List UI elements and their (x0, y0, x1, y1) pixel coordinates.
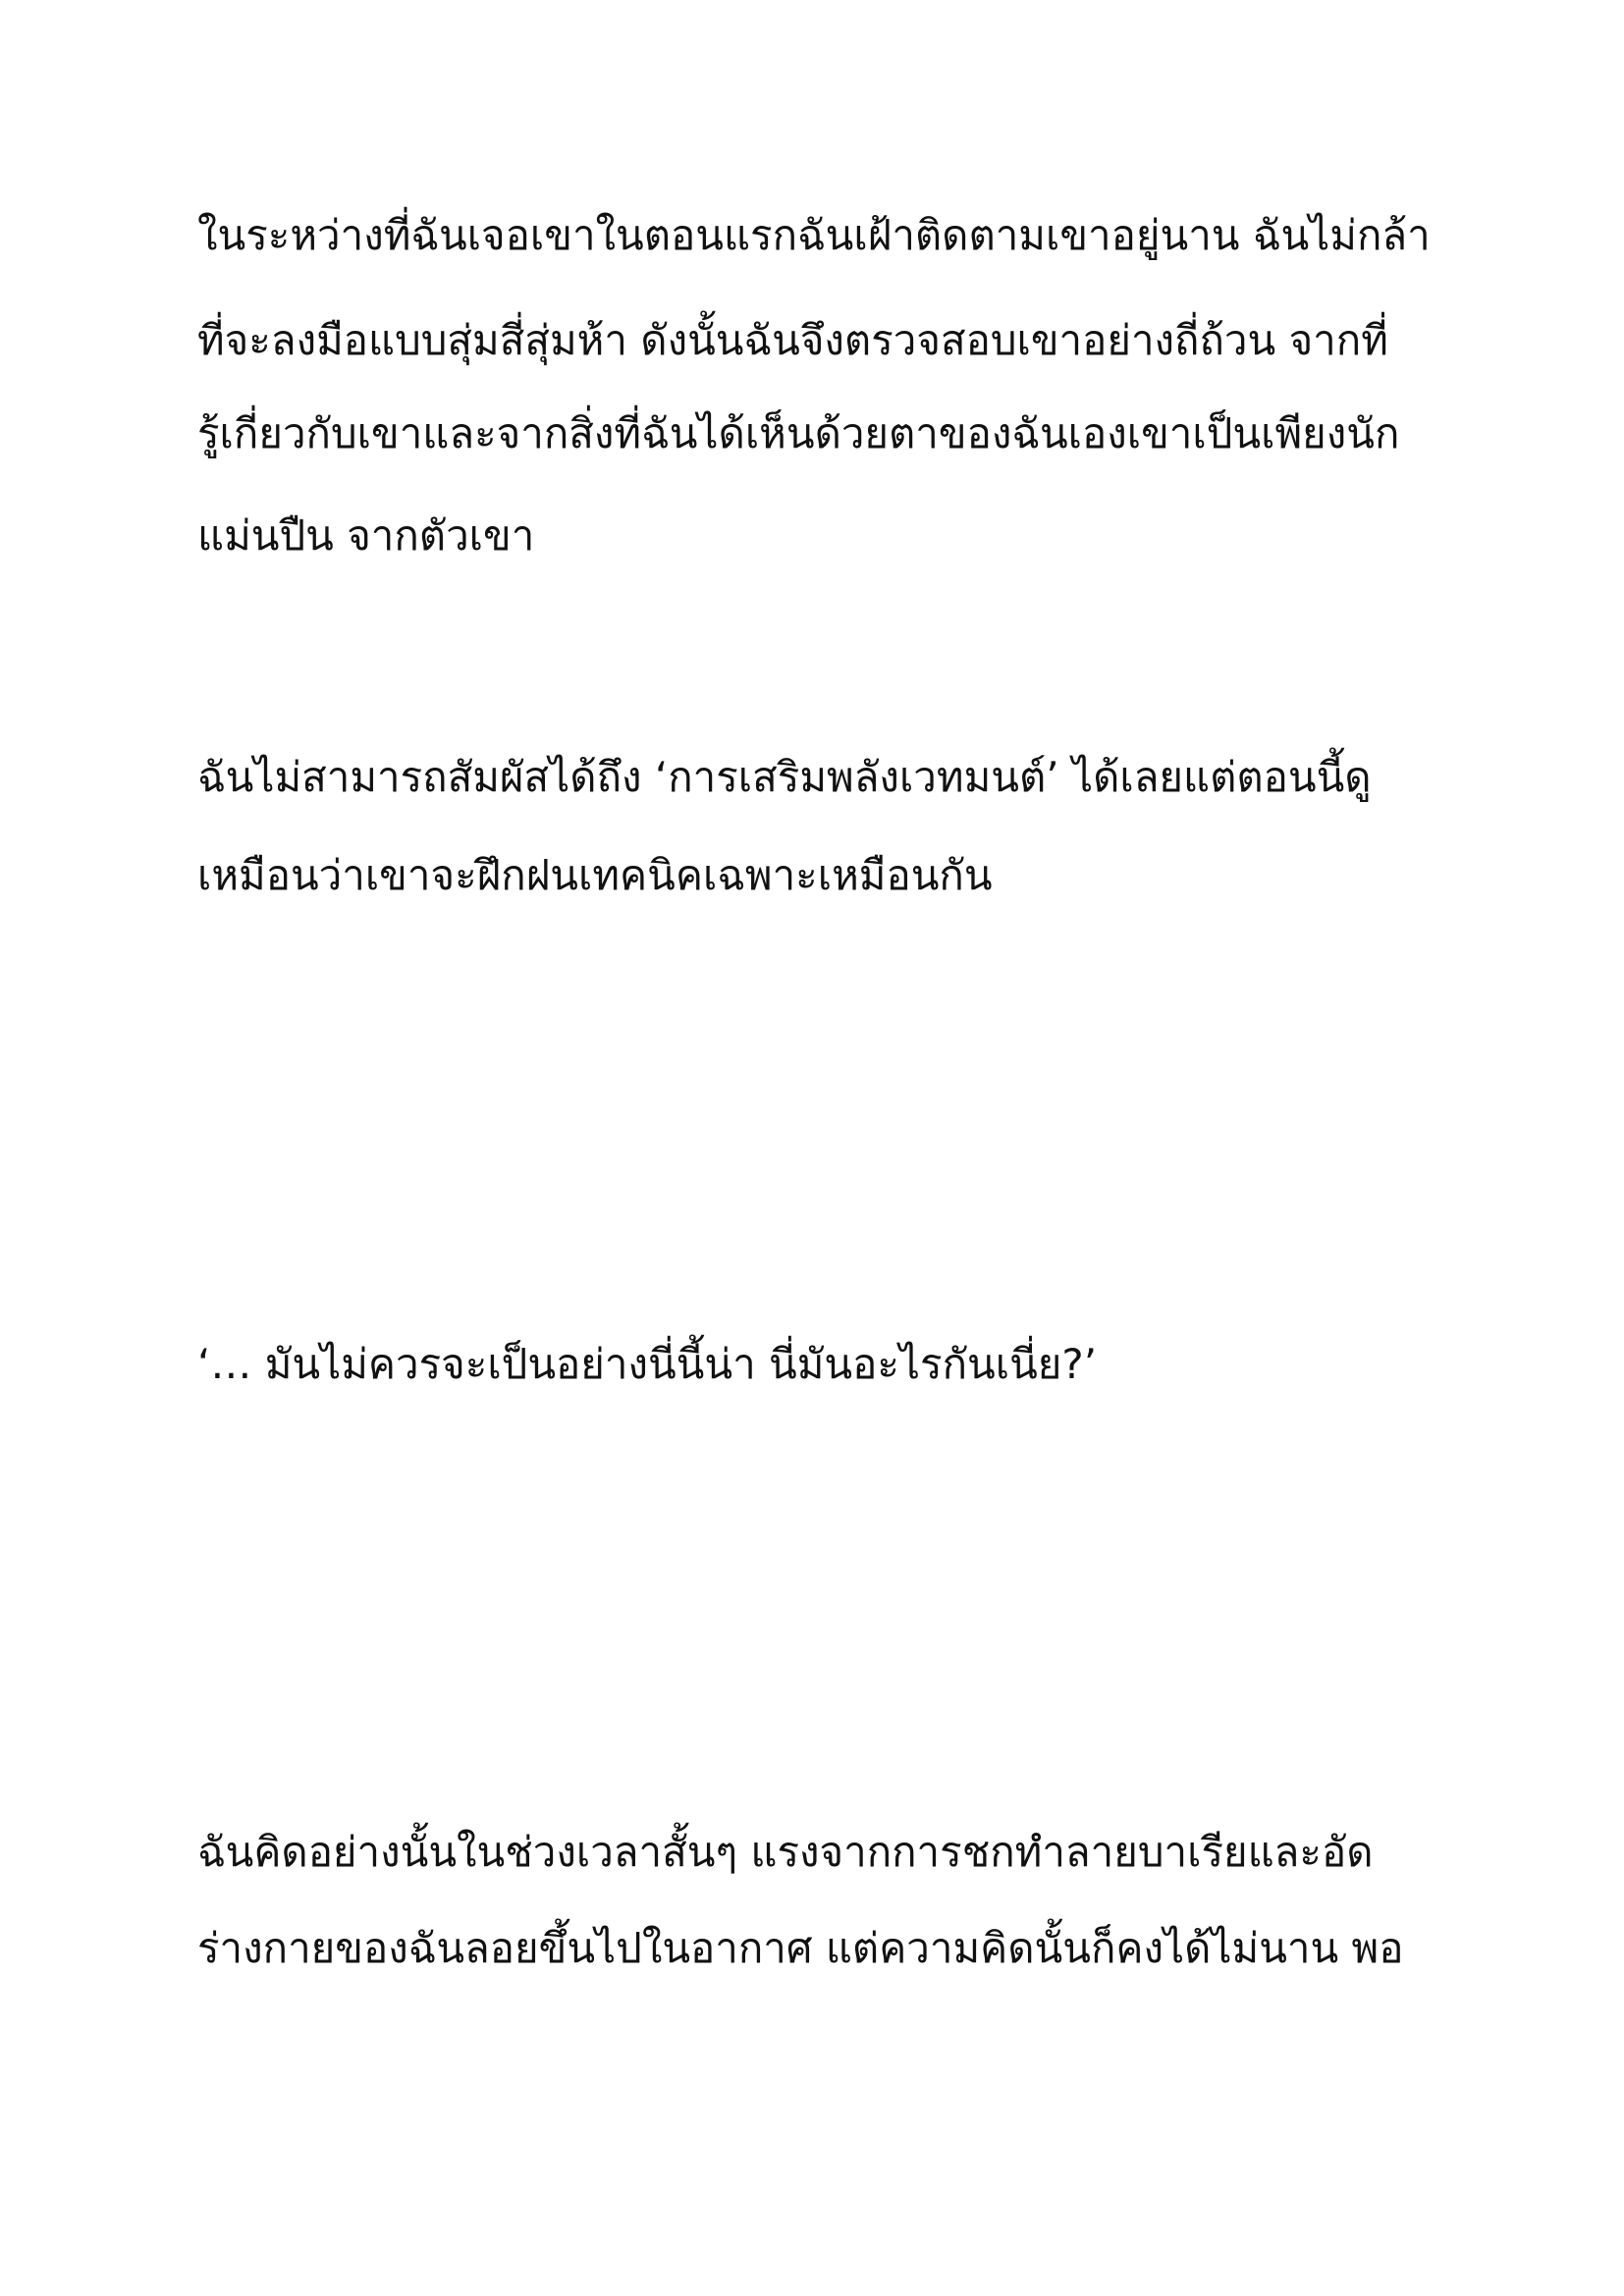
text-line: ในระหว่างที่ฉันเจอเขาในตอนแรกฉันเฝ้าติดตามเขาอยู่นาน ฉันไม่กล้า (197, 211, 1431, 259)
text-line: แม่นปืน จากตัวเขา (197, 511, 535, 560)
text-line: ร่างกายของฉันลอยขึ้นไปในอากาศ แต่ความคิดนั้นก็คงได้ไม่นาน พอ (197, 1924, 1404, 1972)
text-line: รู้เกี่ยวกับเขาและจากสิ่งที่ฉันได้เห็นด้วยตาของฉันเองเขาเป็นเพียงนัก (197, 409, 1400, 457)
text-line: เหมือนว่าเขาจะฝึกฝนเทคนิคเฉพาะเหมือนกัน (197, 851, 993, 899)
text-line: ที่จะลงมือแบบสุ่มสี่สุ่มห้า ดังนั้นฉันจึงตรวจสอบเขาอย่างถี่ถ้วน จากที่ (197, 316, 1388, 364)
text-line: ‘… มันไม่ควรจะเป็นอย่างนี่นี้น่า นี่มันอะไรกันเนี่ย?’ (197, 1340, 1098, 1388)
text-line: ฉันไม่สามารถสัมผัสได้ถึง ‘การเสริมพลังเวทมนต์’ ได้เลยแต่ตอนนี้ดู (197, 753, 1372, 801)
text-line: ฉันคิดอย่างนั้นในช่วงเวลาสั้นๆ แรงจากการชกทำลายบาเรียและอัด (197, 1828, 1374, 1876)
